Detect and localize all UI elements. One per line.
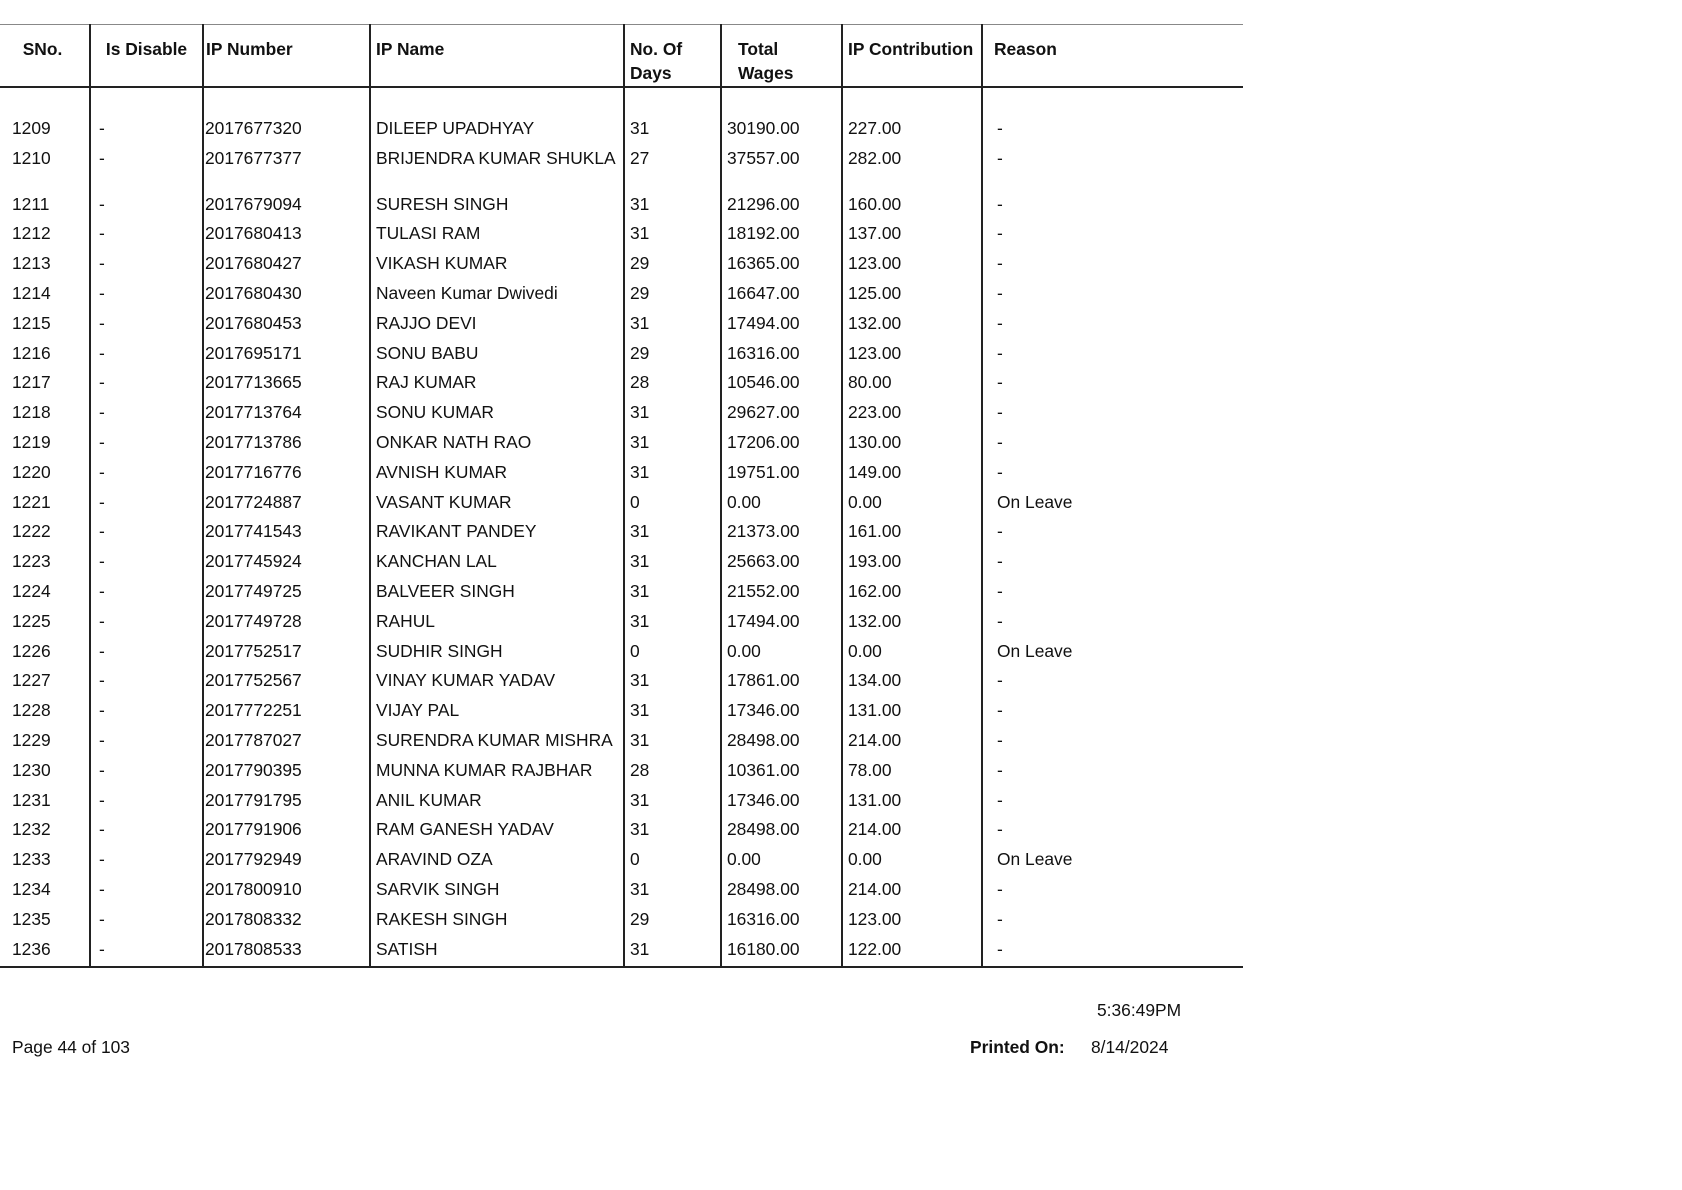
cell-ip-name: AVNISH KUMAR xyxy=(370,461,624,491)
spacer-row xyxy=(0,87,1243,117)
cell-reason: - xyxy=(982,580,1243,610)
cell-days: 29 xyxy=(624,282,721,312)
cell-ip-name: SARVIK SINGH xyxy=(370,878,624,908)
table-row xyxy=(0,461,1243,491)
cell-ip-number: 2017800910 xyxy=(203,878,370,908)
cell-ip-contribution: 227.00 xyxy=(842,117,982,147)
cell-reason: - xyxy=(982,222,1243,252)
cell-days: 0 xyxy=(624,848,721,878)
cell-is-disable: - xyxy=(90,147,203,193)
cell-reason: - xyxy=(982,550,1243,580)
table-row xyxy=(0,371,1243,401)
cell-ip-contribution: 214.00 xyxy=(842,818,982,848)
cell-is-disable: - xyxy=(90,550,203,580)
cell-days: 29 xyxy=(624,252,721,282)
cell-reason: - xyxy=(982,789,1243,819)
table-row xyxy=(0,520,1243,550)
table-row xyxy=(0,550,1243,580)
header-is-disable: Is Disable xyxy=(90,25,203,88)
cell-ip-number: 2017695171 xyxy=(203,342,370,372)
cell-days: 31 xyxy=(624,520,721,550)
cell-ip-contribution: 132.00 xyxy=(842,312,982,342)
cell-is-disable: - xyxy=(90,848,203,878)
table-row xyxy=(0,147,1243,193)
cell-reason: - xyxy=(982,312,1243,342)
cell-ip-name: SURENDRA KUMAR MISHRA xyxy=(370,729,624,759)
cell-ip-name: RAVIKANT PANDEY xyxy=(370,520,624,550)
cell-ip-name: DILEEP UPADHYAY xyxy=(370,117,624,147)
cell-ip-number: 2017677377 xyxy=(203,147,370,193)
cell-ip-contribution: 137.00 xyxy=(842,222,982,252)
cell-ip-contribution: 214.00 xyxy=(842,878,982,908)
cell-days: 31 xyxy=(624,938,721,968)
cell-reason: - xyxy=(982,699,1243,729)
cell-days: 27 xyxy=(624,147,721,193)
cell-ip-name: SUDHIR SINGH xyxy=(370,640,624,670)
cell-ip-number: 2017713764 xyxy=(203,401,370,431)
cell-ip-number: 2017677320 xyxy=(203,117,370,147)
cell-days: 28 xyxy=(624,759,721,789)
cell-days: 31 xyxy=(624,610,721,640)
cell-total-wages: 17494.00 xyxy=(721,312,842,342)
cell-ip-number: 2017791906 xyxy=(203,818,370,848)
cell-total-wages: 16647.00 xyxy=(721,282,842,312)
cell-ip-contribution: 80.00 xyxy=(842,371,982,401)
table-row xyxy=(0,431,1243,461)
cell-sno: 1217 xyxy=(12,372,51,393)
cell-ip-number: 2017749728 xyxy=(203,610,370,640)
cell-sno: 1221 xyxy=(12,491,51,512)
cell-ip-name: TULASI RAM xyxy=(370,222,624,252)
table-row xyxy=(0,312,1243,342)
table-row xyxy=(0,938,1243,968)
cell-sno: 1212 xyxy=(12,223,51,244)
cell-ip-name: Naveen Kumar Dwivedi xyxy=(370,282,624,312)
cell-sno: 1226 xyxy=(12,640,51,661)
cell-ip-contribution: 149.00 xyxy=(842,461,982,491)
cell-sno: 1230 xyxy=(12,759,51,780)
cell-days: 29 xyxy=(624,342,721,372)
cell-days: 31 xyxy=(624,669,721,699)
cell-days: 31 xyxy=(624,117,721,147)
cell-is-disable: - xyxy=(90,699,203,729)
cell-total-wages: 25663.00 xyxy=(721,550,842,580)
cell-is-disable: - xyxy=(90,252,203,282)
header-sno: SNo. xyxy=(0,25,90,88)
cell-ip-number: 2017680453 xyxy=(203,312,370,342)
cell-total-wages: 28498.00 xyxy=(721,729,842,759)
cell-ip-contribution: 132.00 xyxy=(842,610,982,640)
table-row xyxy=(0,669,1243,699)
cell-ip-contribution: 123.00 xyxy=(842,908,982,938)
table-row xyxy=(0,401,1243,431)
cell-reason: - xyxy=(982,342,1243,372)
cell-sno: 1218 xyxy=(12,402,51,423)
cell-total-wages: 10361.00 xyxy=(721,759,842,789)
cell-reason: - xyxy=(982,282,1243,312)
cell-is-disable: - xyxy=(90,759,203,789)
cell-sno: 1219 xyxy=(12,431,51,452)
cell-ip-number: 2017745924 xyxy=(203,550,370,580)
cell-days: 0 xyxy=(624,491,721,521)
cell-ip-contribution: 125.00 xyxy=(842,282,982,312)
cell-ip-number: 2017808332 xyxy=(203,908,370,938)
cell-ip-number: 2017724887 xyxy=(203,491,370,521)
cell-reason: - xyxy=(982,431,1243,461)
table-row xyxy=(0,282,1243,312)
cell-is-disable: - xyxy=(90,640,203,670)
table-row xyxy=(0,640,1243,670)
cell-ip-number: 2017713786 xyxy=(203,431,370,461)
cell-ip-name: KANCHAN LAL xyxy=(370,550,624,580)
cell-is-disable: - xyxy=(90,401,203,431)
cell-sno: 1215 xyxy=(12,312,51,333)
cell-ip-contribution: 160.00 xyxy=(842,193,982,223)
cell-reason: - xyxy=(982,147,1243,193)
cell-days: 31 xyxy=(624,818,721,848)
cell-sno: 1209 xyxy=(12,117,51,138)
cell-is-disable: - xyxy=(90,371,203,401)
table-row xyxy=(0,610,1243,640)
cell-reason: - xyxy=(982,371,1243,401)
cell-is-disable: - xyxy=(90,193,203,223)
cell-days: 31 xyxy=(624,431,721,461)
table-row xyxy=(0,908,1243,938)
cell-sno: 1211 xyxy=(12,193,50,214)
cell-is-disable: - xyxy=(90,117,203,147)
cell-days: 31 xyxy=(624,312,721,342)
table-header xyxy=(0,25,1243,88)
cell-ip-contribution: 134.00 xyxy=(842,669,982,699)
cell-days: 31 xyxy=(624,580,721,610)
cell-total-wages: 21373.00 xyxy=(721,520,842,550)
cell-total-wages: 16365.00 xyxy=(721,252,842,282)
cell-days: 31 xyxy=(624,193,721,223)
cell-ip-number: 2017713665 xyxy=(203,371,370,401)
cell-ip-name: SONU BABU xyxy=(370,342,624,372)
cell-is-disable: - xyxy=(90,818,203,848)
cell-total-wages: 28498.00 xyxy=(721,878,842,908)
cell-is-disable: - xyxy=(90,938,203,968)
cell-reason: - xyxy=(982,117,1243,147)
table-row xyxy=(0,491,1243,521)
cell-reason: - xyxy=(982,610,1243,640)
cell-total-wages: 37557.00 xyxy=(721,147,842,193)
cell-ip-number: 2017680427 xyxy=(203,252,370,282)
header-ip-number: IP Number xyxy=(203,25,370,88)
cell-ip-number: 2017749725 xyxy=(203,580,370,610)
cell-ip-name: RAJJO DEVI xyxy=(370,312,624,342)
cell-ip-name: VIKASH KUMAR xyxy=(370,252,624,282)
cell-total-wages: 29627.00 xyxy=(721,401,842,431)
table-row xyxy=(0,252,1243,282)
cell-ip-name: ANIL KUMAR xyxy=(370,789,624,819)
cell-sno: 1225 xyxy=(12,610,51,631)
cell-is-disable: - xyxy=(90,312,203,342)
cell-total-wages: 28498.00 xyxy=(721,818,842,848)
cell-ip-contribution: 0.00 xyxy=(842,640,982,670)
header-days: No. Of Days xyxy=(624,25,721,88)
cell-sno: 1220 xyxy=(12,461,51,482)
cell-is-disable: - xyxy=(90,580,203,610)
cell-sno: 1213 xyxy=(12,253,51,274)
cell-reason: - xyxy=(982,520,1243,550)
cell-ip-contribution: 223.00 xyxy=(842,401,982,431)
cell-ip-number: 2017808533 xyxy=(203,938,370,968)
cell-ip-contribution: 214.00 xyxy=(842,729,982,759)
cell-ip-contribution: 123.00 xyxy=(842,342,982,372)
cell-ip-name: RAKESH SINGH xyxy=(370,908,624,938)
cell-sno: 1236 xyxy=(0,938,90,968)
cell-total-wages: 21552.00 xyxy=(721,580,842,610)
cell-ip-contribution: 0.00 xyxy=(842,848,982,878)
cell-reason: - xyxy=(982,908,1243,938)
cell-reason: On Leave xyxy=(982,491,1243,521)
printed-time: 5:36:49PM xyxy=(1097,1000,1182,1020)
cell-total-wages: 0.00 xyxy=(721,640,842,670)
table-row xyxy=(0,789,1243,819)
cell-ip-name: SURESH SINGH xyxy=(370,193,624,223)
cell-is-disable: - xyxy=(90,729,203,759)
cell-ip-name: SATISH xyxy=(370,938,624,968)
table-row xyxy=(0,580,1243,610)
cell-total-wages: 21296.00 xyxy=(721,193,842,223)
cell-total-wages: 16316.00 xyxy=(721,908,842,938)
header-ip-name: IP Name xyxy=(370,25,624,88)
cell-ip-contribution: 122.00 xyxy=(842,938,982,968)
cell-ip-contribution: 0.00 xyxy=(842,491,982,521)
cell-sno: 1222 xyxy=(12,521,51,542)
header-ip-contribution: IP Contribution xyxy=(842,25,982,88)
cell-sno: 1228 xyxy=(12,700,51,721)
cell-total-wages: 30190.00 xyxy=(721,117,842,147)
cell-ip-contribution: 161.00 xyxy=(842,520,982,550)
table-row xyxy=(0,848,1243,878)
cell-ip-contribution: 282.00 xyxy=(842,147,982,193)
cell-total-wages: 0.00 xyxy=(721,491,842,521)
table-row xyxy=(0,759,1243,789)
cell-ip-name: RAM GANESH YADAV xyxy=(370,818,624,848)
cell-ip-name: MUNNA KUMAR RAJBHAR xyxy=(370,759,624,789)
cell-ip-name: VINAY KUMAR YADAV xyxy=(370,669,624,699)
cell-days: 31 xyxy=(624,461,721,491)
header-reason: Reason xyxy=(982,25,1243,88)
cell-days: 31 xyxy=(624,729,721,759)
cell-is-disable: - xyxy=(90,789,203,819)
printed-on-label: Printed On: xyxy=(970,1037,1065,1057)
cell-sno: 1235 xyxy=(12,908,51,929)
cell-total-wages: 17346.00 xyxy=(721,789,842,819)
cell-ip-contribution: 193.00 xyxy=(842,550,982,580)
cell-reason: - xyxy=(982,401,1243,431)
cell-days: 28 xyxy=(624,371,721,401)
cell-ip-number: 2017741543 xyxy=(203,520,370,550)
cell-total-wages: 17861.00 xyxy=(721,669,842,699)
cell-sno: 1231 xyxy=(12,789,51,810)
cell-ip-contribution: 131.00 xyxy=(842,789,982,819)
cell-sno: 1214 xyxy=(12,282,51,303)
cell-is-disable: - xyxy=(90,222,203,252)
cell-reason: - xyxy=(982,669,1243,699)
cell-days: 31 xyxy=(624,222,721,252)
cell-total-wages: 10546.00 xyxy=(721,371,842,401)
cell-reason: - xyxy=(982,729,1243,759)
table-row xyxy=(0,878,1243,908)
cell-is-disable: - xyxy=(90,878,203,908)
cell-is-disable: - xyxy=(90,908,203,938)
cell-reason: On Leave xyxy=(982,848,1243,878)
cell-ip-name: VIJAY PAL xyxy=(370,699,624,729)
cell-total-wages: 17346.00 xyxy=(721,699,842,729)
cell-total-wages: 19751.00 xyxy=(721,461,842,491)
table-row xyxy=(0,342,1243,372)
cell-reason: On Leave xyxy=(982,640,1243,670)
cell-ip-contribution: 162.00 xyxy=(842,580,982,610)
cell-reason: - xyxy=(982,878,1243,908)
cell-ip-number: 2017787027 xyxy=(203,729,370,759)
cell-days: 31 xyxy=(624,550,721,580)
cell-sno: 1216 xyxy=(12,342,51,363)
cell-is-disable: - xyxy=(90,520,203,550)
contribution-table xyxy=(0,24,1243,968)
cell-total-wages: 0.00 xyxy=(721,848,842,878)
cell-reason: - xyxy=(982,461,1243,491)
cell-ip-number: 2017680430 xyxy=(203,282,370,312)
cell-days: 31 xyxy=(624,401,721,431)
table-body xyxy=(0,87,1243,967)
cell-ip-contribution: 131.00 xyxy=(842,699,982,729)
cell-ip-name: VASANT KUMAR xyxy=(370,491,624,521)
cell-ip-name: RAJ KUMAR xyxy=(370,371,624,401)
cell-total-wages: 17206.00 xyxy=(721,431,842,461)
table-row xyxy=(0,729,1243,759)
printed-date: 8/14/2024 xyxy=(1091,1037,1169,1057)
cell-reason: - xyxy=(982,193,1243,223)
table-row xyxy=(0,699,1243,729)
table-row xyxy=(0,193,1243,223)
cell-is-disable: - xyxy=(90,461,203,491)
cell-ip-number: 2017752567 xyxy=(203,669,370,699)
cell-ip-contribution: 130.00 xyxy=(842,431,982,461)
cell-sno: 1227 xyxy=(12,670,51,691)
cell-ip-name: ARAVIND OZA xyxy=(370,848,624,878)
cell-ip-name: SONU KUMAR xyxy=(370,401,624,431)
cell-ip-contribution: 123.00 xyxy=(842,252,982,282)
cell-sno: 1224 xyxy=(12,580,51,601)
cell-ip-number: 2017752517 xyxy=(203,640,370,670)
cell-ip-name: BALVEER SINGH xyxy=(370,580,624,610)
cell-days: 0 xyxy=(624,640,721,670)
cell-ip-number: 2017790395 xyxy=(203,759,370,789)
cell-ip-contribution: 78.00 xyxy=(842,759,982,789)
cell-sno: 1229 xyxy=(12,729,51,750)
cell-ip-number: 2017679094 xyxy=(203,193,370,223)
cell-is-disable: - xyxy=(90,669,203,699)
cell-ip-number: 2017680413 xyxy=(203,222,370,252)
cell-ip-number: 2017792949 xyxy=(203,848,370,878)
cell-days: 31 xyxy=(624,699,721,729)
cell-is-disable: - xyxy=(90,431,203,461)
cell-sno: 1234 xyxy=(12,878,51,899)
cell-reason: - xyxy=(982,759,1243,789)
page-number: Page 44 of 103 xyxy=(12,1037,130,1057)
cell-days: 31 xyxy=(624,878,721,908)
table-row xyxy=(0,117,1243,147)
cell-ip-number: 2017772251 xyxy=(203,699,370,729)
cell-total-wages: 18192.00 xyxy=(721,222,842,252)
cell-ip-number: 2017791795 xyxy=(203,789,370,819)
cell-ip-number: 2017716776 xyxy=(203,461,370,491)
cell-is-disable: - xyxy=(90,282,203,312)
cell-sno: 1233 xyxy=(12,849,51,870)
cell-reason: - xyxy=(982,818,1243,848)
table-row xyxy=(0,818,1243,848)
cell-reason: - xyxy=(982,252,1243,282)
cell-total-wages: 16180.00 xyxy=(721,938,842,968)
cell-is-disable: - xyxy=(90,342,203,372)
cell-sno: 1232 xyxy=(12,819,51,840)
cell-ip-name: ONKAR NATH RAO xyxy=(370,431,624,461)
table-row xyxy=(0,222,1243,252)
cell-is-disable: - xyxy=(90,610,203,640)
cell-days: 31 xyxy=(624,789,721,819)
cell-days: 29 xyxy=(624,908,721,938)
cell-total-wages: 16316.00 xyxy=(721,342,842,372)
cell-reason: - xyxy=(982,938,1243,968)
cell-sno: 1223 xyxy=(12,551,51,572)
cell-is-disable: - xyxy=(90,491,203,521)
cell-total-wages: 17494.00 xyxy=(721,610,842,640)
cell-sno: 1210 xyxy=(12,147,51,168)
header-total-wages: Total Wages xyxy=(721,25,842,88)
report-sheet xyxy=(0,24,1243,968)
cell-ip-name: RAHUL xyxy=(370,610,624,640)
cell-ip-name: BRIJENDRA KUMAR SHUKLA xyxy=(370,147,624,193)
